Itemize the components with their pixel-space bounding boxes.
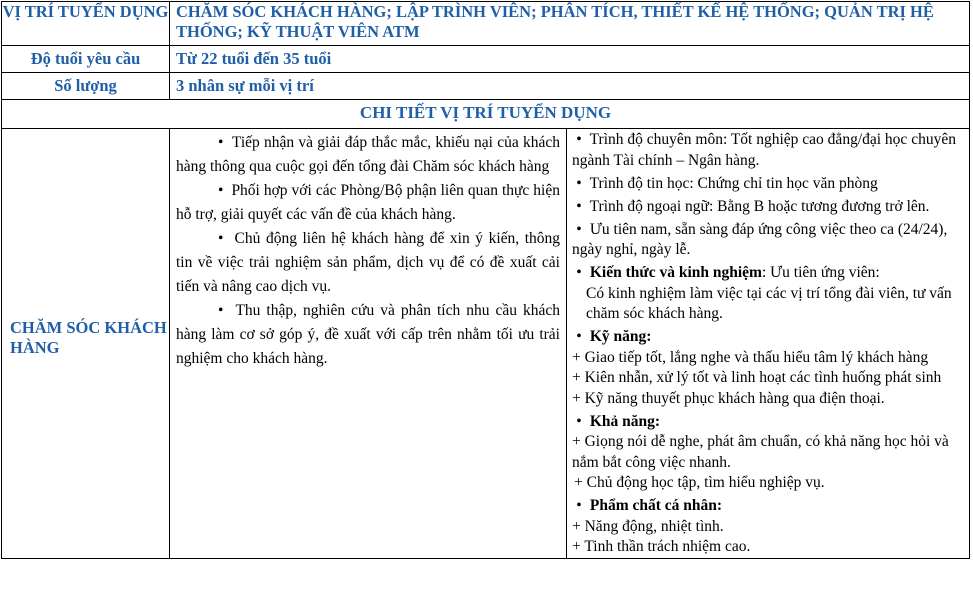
count-label: Số lượng	[2, 73, 170, 100]
duties-cell	[170, 129, 567, 559]
req-it-skill: • Trình độ tin học: Chứng chỉ tin học văn phòng	[576, 174, 878, 192]
quality-item: + Năng động, nhiệt tình.	[572, 517, 724, 535]
position-row	[2, 2, 970, 46]
skill-item: + Kỹ năng thuyết phục khách hàng qua điện thoại.	[572, 389, 885, 407]
ability-item: + Chủ động học tập, tìm hiểu nghiệp vụ.	[574, 474, 825, 491]
section-title: CHI TIẾT VỊ TRÍ TUYỂN DỤNG	[2, 100, 970, 129]
age-row	[2, 46, 970, 73]
count-row	[2, 73, 970, 100]
req-qualities: • Phẩm chất cá nhân: + Năng động, nhiệt tình. + Tinh thần trách nhiệm cao.	[572, 496, 964, 558]
count-value: 3 nhân sự mỗi vị trí	[170, 73, 970, 100]
duty-item: • Tiếp nhận và giải đáp thắc mắc, khiếu nại của khách hàng thông qua cuộc gọi đến tổng đài Chăm sóc khách hàng	[176, 134, 560, 175]
duty-item: • Phối hợp với các Phòng/Bộ phận liên quan thực hiện hỗ trợ, giải quyết các vấn đề của khách hàng.	[176, 182, 560, 223]
requirements-cell	[567, 129, 970, 559]
detail-row	[2, 129, 970, 559]
skill-item: + Giao tiếp tốt, lắng nghe và thấu hiểu tâm lý khách hàng	[572, 348, 929, 366]
duty-item: • Thu thập, nghiên cứu và phân tích nhu cầu khách hàng làm cơ sở góp ý, đề xuất với cấp trên nhằm tối ưu trải nghiệm cho khách hàng.	[176, 302, 560, 367]
age-value: Từ 22 tuổi đến 35 tuổi	[170, 46, 970, 73]
section-row	[2, 100, 970, 129]
req-priority: • Ưu tiên nam, sẵn sàng đáp ứng công việc theo ca (24/24), ngày nghỉ, ngày lễ.	[572, 220, 948, 258]
quality-item: + Tinh thần trách nhiệm cao.	[572, 538, 751, 555]
req-education: • Trình độ chuyên môn: Tốt nghiệp cao đẳng/đại học chuyên ngành Tài chính – Ngân hàng.	[572, 131, 956, 169]
age-label: Độ tuổi yêu cầu	[2, 46, 170, 73]
position-label: VỊ TRÍ TUYỂN DỤNG	[2, 2, 170, 46]
duty-item: • Chủ động liên hệ khách hàng để xin ý kiến, thông tin về việc trải nghiệm sản phẩm, dịch vụ để có đề xuất cải tiến và nâng cao dịch vụ.	[176, 230, 560, 295]
ability-item: + Giọng nói dễ nghe, phát âm chuẩn, có khả năng học hỏi và nắm bắt công việc nhanh.	[572, 433, 949, 471]
recruitment-table	[1, 1, 970, 559]
req-skills: • Kỹ năng: + Giao tiếp tốt, lắng nghe và thấu hiểu tâm lý khách hàng + Kiên nhẫn, xử lý tốt và linh hoạt các tình huống phát sinh + Kỹ năng thuyết phục khách hàng qua điện thoại.	[572, 327, 964, 409]
req-experience: • Kiến thức và kinh nghiệm: Ưu tiên ứng viên: Có kinh nghiệm làm việc tại các vị trí tổng đài viên, tư vấn chăm sóc khách hàng.	[576, 264, 952, 322]
req-language: • Trình độ ngoại ngữ: Bằng B hoặc tương đương trở lên.	[576, 197, 930, 215]
position-name: CHĂM SÓC KHÁCH HÀNG	[2, 129, 170, 559]
skill-item: + Kiên nhẫn, xử lý tốt và linh hoạt các tình huống phát sinh	[572, 369, 942, 386]
position-list: CHĂM SÓC KHÁCH HÀNG; LẬP TRÌNH VIÊN; PHÂN TÍCH, THIẾT KẾ HỆ THỐNG; QUẢN TRỊ HỆ THỐNG; KỸ THUẬT VIÊN ATM	[170, 2, 970, 46]
req-abilities: • Khả năng: + Giọng nói dễ nghe, phát âm chuẩn, có khả năng học hỏi và nắm bắt công việc nhanh. + Chủ động học tập, tìm hiểu nghiệp vụ.	[572, 412, 964, 494]
